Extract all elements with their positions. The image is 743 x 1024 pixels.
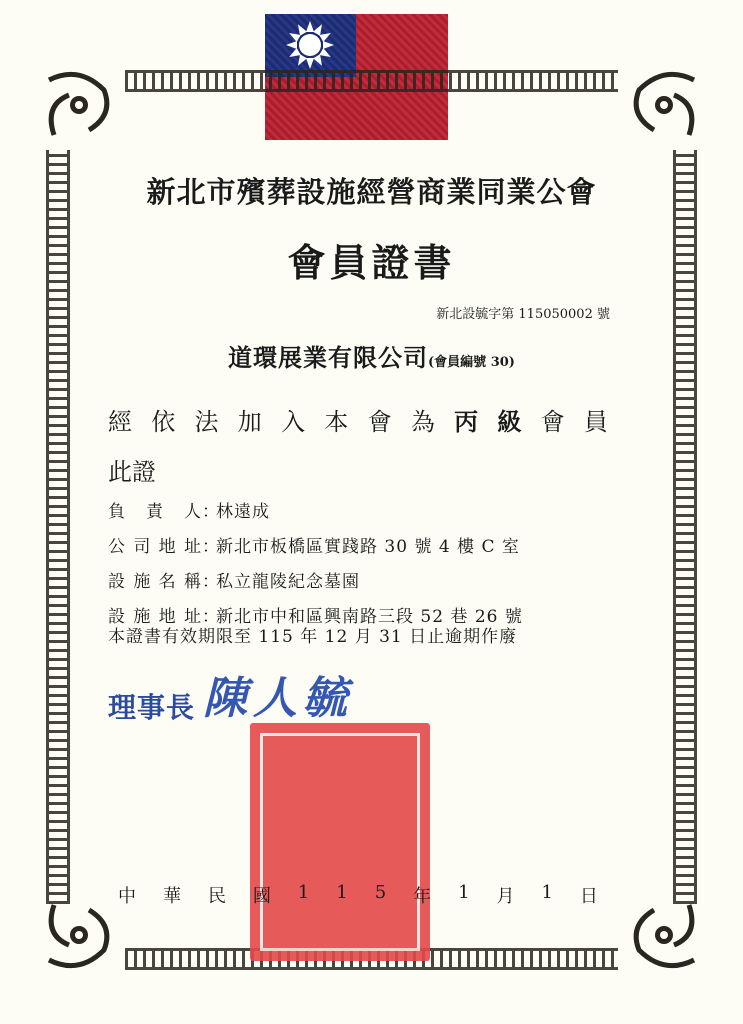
date-char: 1 xyxy=(541,882,553,903)
date-char: 1 xyxy=(458,882,470,903)
label-char: 名 xyxy=(158,572,177,592)
corner-ornament-icon xyxy=(619,60,709,150)
date-char: 年 xyxy=(413,886,432,907)
date-char: 1 xyxy=(336,882,348,903)
corner-ornament-icon xyxy=(34,60,124,150)
join-char: 加 xyxy=(237,408,262,436)
field-row-representative xyxy=(108,492,523,527)
field-value: 私立龍陵紀念墓園 xyxy=(216,572,360,592)
validity-statement: 本證書有效期限至 115 年 12 月 31 日止逾期作廢 xyxy=(108,627,518,647)
date-char: 1 xyxy=(297,882,310,903)
label-char: 負 xyxy=(108,502,126,522)
label-char: 稱 xyxy=(183,572,202,592)
flag-canton xyxy=(265,14,356,77)
field-value: 林遠成 xyxy=(216,502,270,522)
member-line xyxy=(0,338,743,373)
label-char: 地 xyxy=(158,537,177,557)
white-sun-icon xyxy=(265,14,356,77)
certify-text: 此證 xyxy=(108,458,156,486)
label-char: 設 xyxy=(108,607,126,627)
corner-ornament-icon xyxy=(619,890,709,980)
join-char: 法 xyxy=(194,408,219,436)
label-char: 設 xyxy=(108,572,126,592)
border-top xyxy=(125,70,618,92)
label-char: 址 xyxy=(183,607,202,627)
chairman-signature-block xyxy=(108,662,353,726)
label-char: 司 xyxy=(133,537,152,557)
join-char: 會 xyxy=(367,408,392,436)
field-colon: ： xyxy=(202,502,220,522)
join-char: 入 xyxy=(281,408,306,436)
field-value: 新北市中和區興南路三段 52 巷 26 號 xyxy=(216,607,523,627)
join-statement xyxy=(108,402,608,437)
label-char: 址 xyxy=(183,537,202,557)
field-row-company-address xyxy=(108,527,523,562)
label-char: 公 xyxy=(108,537,126,557)
member-number: (會員編號 30) xyxy=(428,355,515,370)
corner-ornament-icon xyxy=(34,890,124,980)
certificate-number: 新北設毓字第 115050002 號 xyxy=(436,307,610,322)
field-label xyxy=(108,532,202,557)
field-colon: ： xyxy=(202,572,220,592)
join-char: 員 xyxy=(583,408,608,436)
chairman-title: 理事長 xyxy=(108,691,196,724)
field-label xyxy=(108,567,202,592)
member-company: 道環展業有限公司 xyxy=(228,343,429,372)
join-char: 經 xyxy=(108,408,132,436)
label-char: 地 xyxy=(158,607,177,627)
field-value: 新北市板橋區實踐路 30 號 4 樓 C 室 xyxy=(216,537,520,557)
official-seal xyxy=(250,723,430,961)
date-char: 國 xyxy=(252,886,271,907)
seal-border xyxy=(260,733,420,951)
association-name: 新北市殯葬設施經營商業同業公會 xyxy=(146,175,597,209)
label-char: 施 xyxy=(133,607,152,627)
join-char: 會 xyxy=(540,408,565,436)
date-char: 中 xyxy=(118,886,136,907)
date-char: 日 xyxy=(579,886,598,907)
field-colon: ： xyxy=(202,537,220,557)
label-char: 人 xyxy=(184,502,202,522)
label-char: 施 xyxy=(133,572,152,592)
date-char: 民 xyxy=(207,886,226,907)
issue-date xyxy=(118,882,598,908)
field-row-facility-name xyxy=(108,562,523,597)
field-label xyxy=(108,497,202,522)
join-char-grade: 級 xyxy=(497,407,522,436)
join-char: 為 xyxy=(410,408,435,436)
field-colon: ： xyxy=(202,607,220,627)
date-char: 華 xyxy=(162,886,181,907)
join-char: 依 xyxy=(151,408,176,436)
chairman-signature: 陳人毓 xyxy=(203,673,354,724)
date-char: 5 xyxy=(374,882,387,903)
join-char-grade: 丙 xyxy=(454,407,479,436)
member-fields xyxy=(108,492,523,632)
certificate-title: 會員證書 xyxy=(287,240,456,285)
label-char: 責 xyxy=(146,502,164,522)
date-char: 月 xyxy=(496,886,515,907)
join-char: 本 xyxy=(324,408,349,436)
